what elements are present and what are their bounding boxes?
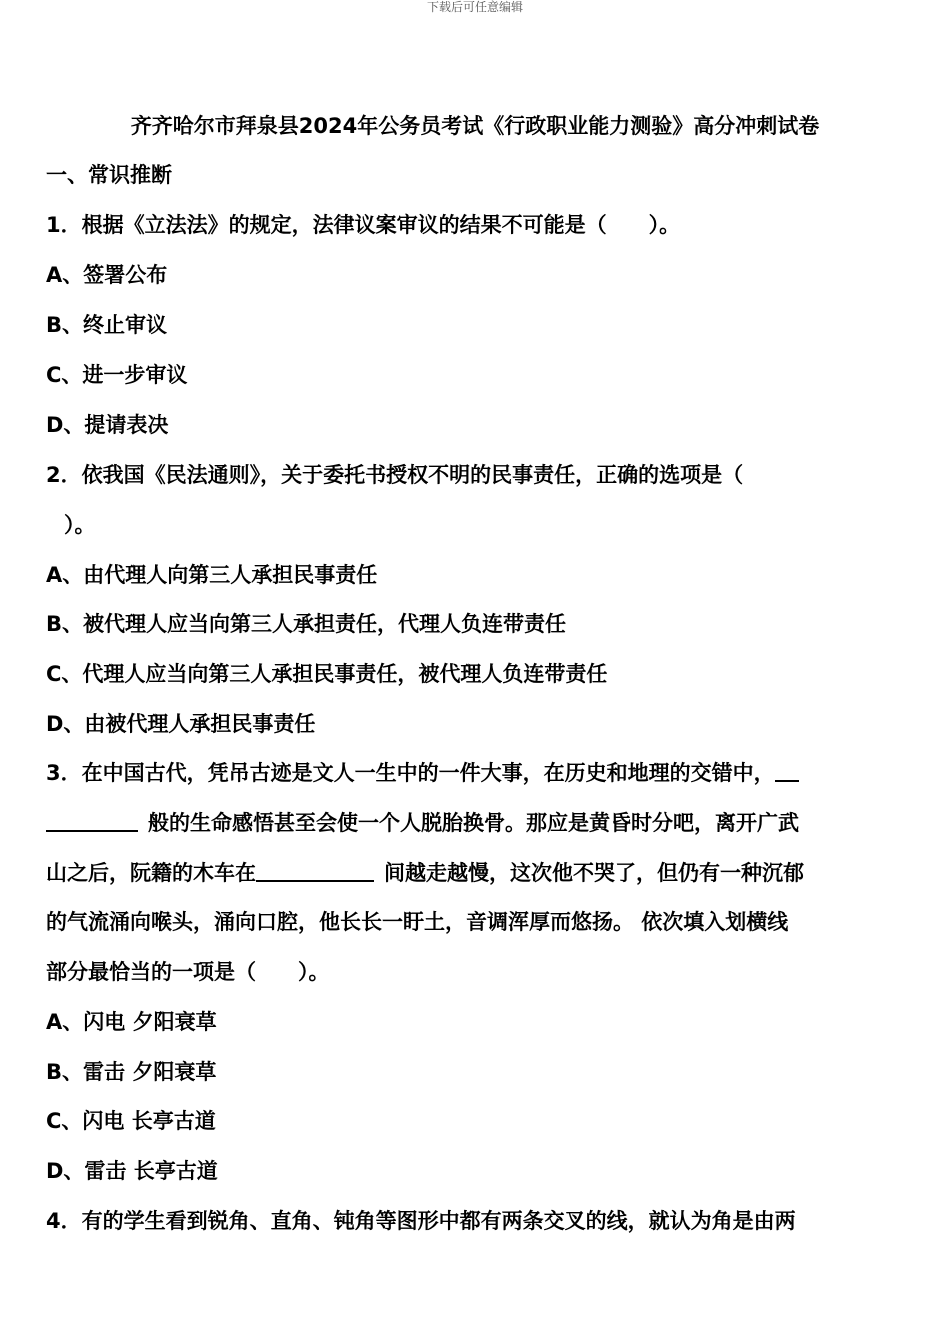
fill-blank-1-start — [775, 760, 799, 782]
q3-line3a-text: 山之后，阮籍的木车在 — [46, 861, 256, 885]
section-heading: 一、常识推断 — [46, 163, 172, 187]
q3-line4: 的气流涌向喉头，涌向口腔，他长长一盱土，音调浑厚而悠扬。 依次填入划横线 — [46, 910, 789, 934]
fill-blank-1-end — [46, 810, 138, 832]
q2-option-b: B、被代理人应当向第三人承担责任，代理人负连带责任 — [46, 612, 567, 636]
q3-option-a: A、闪电 夕阳衰草 — [46, 1010, 217, 1034]
q3-line5: 部分最恰当的一项是（ ）。 — [46, 960, 330, 984]
q3-line3 — [46, 858, 804, 888]
q3-line1-text: 3．在中国古代，凭吊古迹是文人一生中的一件大事，在历史和地理的交错中， — [46, 761, 775, 785]
fill-blank-2 — [256, 860, 374, 882]
q2-stem-line2: ）。 — [64, 513, 96, 537]
q3-option-d: D、雷击 长亭古道 — [46, 1159, 218, 1183]
q1-option-d: D、提请表决 — [46, 413, 169, 437]
q3-line3b-text: 间越走越慢，这次他不哭了，但仍有一种沉郁 — [384, 861, 804, 885]
q2-option-a: A、由代理人向第三人承担民事责任 — [46, 563, 378, 587]
q3-line2 — [46, 808, 799, 838]
q1-stem: 1．根据《立法法》的规定，法律议案审议的结果不可能是（ ）。 — [46, 213, 681, 237]
q2-option-d: D、由被代理人承担民事责任 — [46, 712, 316, 736]
header-note: 下载后可任意编辑 — [426, 0, 523, 14]
q2-option-c: C、代理人应当向第三人承担民事责任，被代理人负连带责任 — [46, 662, 608, 686]
q1-option-b: B、终止审议 — [46, 313, 168, 337]
q1-option-a: A、签署公布 — [46, 263, 168, 287]
q2-stem-line1: 2．依我国《民法通则》，关于委托书授权不明的民事责任，正确的选项是（ — [46, 463, 744, 487]
q1-option-c: C、进一步审议 — [46, 363, 188, 387]
q3-option-c: C、闪电 长亭古道 — [46, 1109, 216, 1133]
page-title: 齐齐哈尔市拜泉县2024年公务员考试《行政职业能力测验》高分冲刺试卷 — [130, 114, 820, 138]
q3-option-b: B、雷击 夕阳衰草 — [46, 1060, 217, 1084]
q3-line1 — [46, 758, 799, 788]
q3-line2-text: 般的生命感悟甚至会使一个人脱胎换骨。那应是黄昏时分吧，离开广武 — [148, 811, 799, 835]
q4-line1: 4．有的学生看到锐角、直角、钝角等图形中都有两条交叉的线，就认为角是由两 — [46, 1209, 796, 1233]
